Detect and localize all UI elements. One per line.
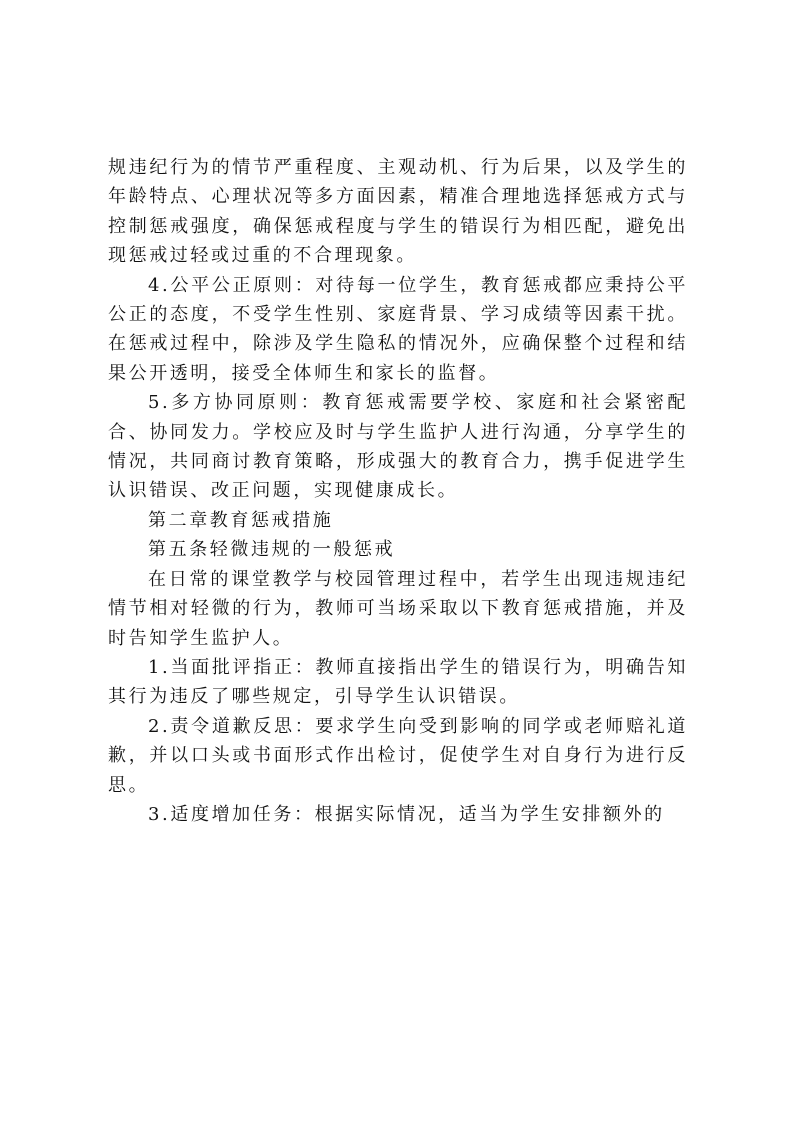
document-body: [108, 153, 688, 829]
paragraph-continuation: 规违纪行为的情节严重程度、主观动机、行为后果，以及学生的年龄特点、心理状况等多方面因素，精准合理地选择惩戒方式与控制惩戒强度，确保惩戒程度与学生的错误行为相匹配，避免出现惩戒过轻或过重的不合理现象。: [108, 157, 688, 267]
paragraph-item-2: 2.责令道歉反思：要求学生向受到影响的同学或老师赔礼道歉，并以口头或书面形式作出检讨，促使学生对自身行为进行反思。: [108, 715, 688, 796]
paragraph-fairness-principle: 4.公平公正原则：对待每一位学生，教育惩戒都应秉持公平公正的态度，不受学生性别、家庭背景、学习成绩等因素干扰。在惩戒过程中，除涉及学生隐私的情况外，应确保整个过程和结果公开透明，接受全体师生和家长的监督。: [108, 274, 688, 384]
paragraph-collaboration-principle: 5.多方协同原则：教育惩戒需要学校、家庭和社会紧密配合、协同发力。学校应及时与学生监护人进行沟通，分享学生的情况，共同商讨教育策略，形成强大的教育合力，携手促进学生认识错误、改正问题，实现健康成长。: [108, 392, 688, 502]
chapter-heading: 第二章教育惩戒措施: [148, 509, 334, 531]
article-heading: 第五条轻微违规的一般惩戒: [148, 539, 396, 561]
paragraph-item-3: 3.适度增加任务：根据实际情况，适当为学生安排额外的: [148, 803, 665, 825]
paragraph-item-1: 1.当面批评指正：教师直接指出学生的错误行为，明确告知其行为违反了哪些规定，引导学生认识错误。: [108, 656, 688, 708]
paragraph-intro: 在日常的课堂教学与校园管理过程中，若学生出现违规违纪情节相对轻微的行为，教师可当场采取以下教育惩戒措施，并及时告知学生监护人。: [108, 568, 688, 649]
